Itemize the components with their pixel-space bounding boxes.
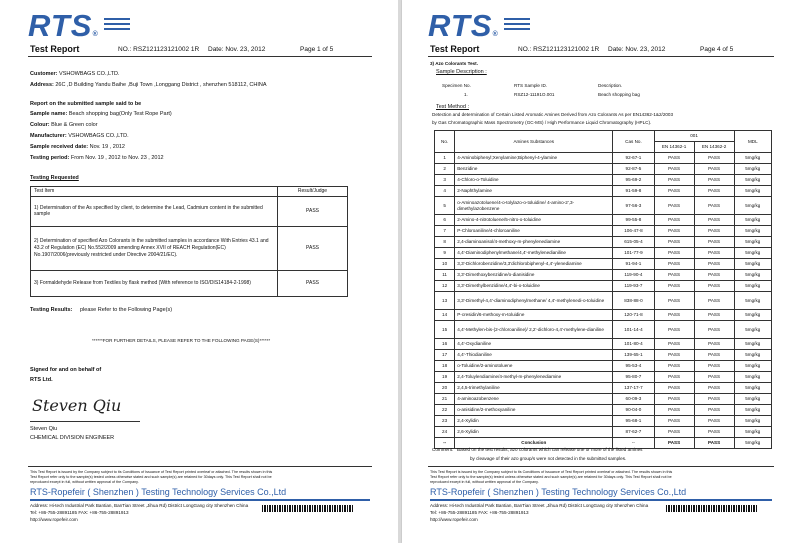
footer-web: http://www.ropefeir.com	[430, 517, 478, 522]
method-line-1: Detection and determination of Certain Listed Aromatic Amines Derived from Azo Colorants As per EN14362-1&2/2003	[432, 112, 674, 117]
table-row	[435, 226, 772, 237]
footer-address: Address: Hi-tech Industrial Park Bantian, BanTian Street ,Jihua Rd) District LongGang city Shenzhen China	[430, 503, 649, 508]
signer-name: Steven Qiu	[30, 426, 58, 432]
comment-line-2: by cleavage of their azo group/s were not detected in the submitted samples.	[470, 456, 627, 461]
amine-name: o-Toluidine/2-aminotoluene	[455, 361, 613, 372]
mdl-value: 5mg/kg	[734, 175, 771, 186]
result-en14362-1: PASS	[654, 292, 694, 310]
result-en14362-2: PASS	[694, 215, 734, 226]
colour-value: Blue & Green color	[51, 122, 98, 128]
col-cas: Cas No.	[613, 131, 654, 153]
result-en14362-2: PASS	[694, 372, 734, 383]
signed-behalf: Signed for and on behalf of	[30, 367, 102, 373]
comment-label: Comment:	[432, 447, 454, 452]
mdl-value: 5mg/kg	[734, 226, 771, 237]
cas-number: 95-69-2	[613, 175, 654, 186]
amine-name: 2,4,5-trimethylaniline	[455, 383, 613, 394]
amine-name: 2,4-Toluylendiamine/4-methyl-m-phenylenediamine	[455, 372, 613, 383]
results-label: Testing Results:	[30, 307, 73, 313]
period-label: Testing period:	[30, 155, 70, 161]
description: Beach shopping bag	[598, 92, 640, 97]
row-number: 19	[435, 372, 455, 383]
result-en14362-1: PASS	[654, 427, 694, 438]
amine-name: 2,6-Xylidin	[455, 427, 613, 438]
result-en14362-2: PASS	[694, 164, 734, 175]
result-en14362-2: PASS	[694, 427, 734, 438]
mdl-value: 5mg/kg	[734, 427, 771, 438]
comment-line-1: Based on the test results, azo colorants which can release one or more of the listed amines	[457, 447, 643, 452]
row-number: 2	[435, 164, 455, 175]
result-en14362-1: PASS	[654, 383, 694, 394]
amine-name: 3,3'-Dimethyl-4,4'-diaminodiphenylmethane/ 4,4'-methylenedi-o-toluidine	[455, 292, 613, 310]
customer-value: VSHOWBAGS CO.,LTD.	[59, 71, 120, 77]
row-number: 11	[435, 270, 455, 281]
disclaimer-line-1: This Test Report is issued by the Company subject to its Conditions of Issuance of Test Report printed overleaf or attached. The results shown in this	[30, 470, 273, 474]
result-en14362-2: PASS	[694, 153, 734, 164]
result-en14362-2: PASS	[694, 259, 734, 270]
amine-name: 2,4-Xylidin	[455, 416, 613, 427]
cas-number: 92-87-5	[613, 164, 654, 175]
col-en14362-2: EN 14362-2	[694, 142, 734, 153]
result-en14362-1: PASS	[654, 270, 694, 281]
row-number: 7	[435, 226, 455, 237]
result-en14362-1: PASS	[654, 310, 694, 321]
row-number: 8	[435, 237, 455, 248]
cas-number: 106-47-8	[613, 226, 654, 237]
row-number: 4	[435, 186, 455, 197]
result-en14362-2: PASS	[694, 310, 734, 321]
mdl-value: 5mg/kg	[734, 372, 771, 383]
cas-number: 139-65-1	[613, 350, 654, 361]
result-en14362-2: PASS	[694, 281, 734, 292]
result-en14362-2: PASS	[694, 383, 734, 394]
result-en14362-2: PASS	[694, 339, 734, 350]
conclusion-result-2: PASS	[694, 438, 734, 449]
result-en14362-1: PASS	[654, 372, 694, 383]
result-en14362-1: PASS	[654, 248, 694, 259]
table-row	[435, 416, 772, 427]
amine-name: 2-Naphthylamine	[455, 186, 613, 197]
received-value: Nov. 19 , 2012	[89, 144, 125, 150]
row-number: 20	[435, 383, 455, 394]
result-2: PASS	[278, 226, 348, 270]
row-number: 5	[435, 197, 455, 215]
result-en14362-1: PASS	[654, 164, 694, 175]
row-number: 23	[435, 416, 455, 427]
colour-label: Colour:	[30, 122, 50, 128]
mdl-value: 5mg/kg	[734, 215, 771, 226]
col-en14362-1: EN 14362-1	[654, 142, 694, 153]
table-row	[435, 215, 772, 226]
mdl-value: 5mg/kg	[734, 248, 771, 259]
report-title: Test Report	[30, 44, 80, 54]
mdl-value: 5mg/kg	[734, 164, 771, 175]
cas-number: 91-59-8	[613, 186, 654, 197]
conclusion-no: --	[435, 438, 455, 449]
amine-name: 4,4'-Thiodianiline	[455, 350, 613, 361]
mdl-value: 5mg/kg	[734, 281, 771, 292]
footer-rule	[428, 466, 774, 467]
page-number: Page 1 of 5	[300, 46, 334, 53]
header-rule	[428, 56, 774, 57]
result-en14362-1: PASS	[654, 350, 694, 361]
mdl-value: 5mg/kg	[734, 197, 771, 215]
mdl-value: 5mg/kg	[734, 350, 771, 361]
requested-table	[30, 186, 348, 297]
table-row	[435, 186, 772, 197]
signer-title: CHEMICAL DIVISION ENGINEER	[30, 435, 115, 441]
table-row	[435, 350, 772, 361]
col-mdl: MDL	[734, 131, 771, 153]
result-en14362-1: PASS	[654, 197, 694, 215]
test-item-1: 1) Determination of the As specified by client, to determine the Lead, Cadmium content in the submitted sample	[31, 196, 278, 226]
logo-stripes	[504, 18, 530, 33]
disclaimer-line-2: Test Report refer only to the sample(s) tested unless otherwise stated and such sample(s) are retained for 30days only. This Test Report shall not be	[30, 474, 272, 479]
result-en14362-2: PASS	[694, 405, 734, 416]
table-row	[435, 361, 772, 372]
result-en14362-2: PASS	[694, 361, 734, 372]
sample-description-label: Sample Description :	[436, 69, 487, 75]
amine-name: 3,3'-Dimethoxybenzidine/o-dianisidine	[455, 270, 613, 281]
conclusion-mdl: 5mg/kg	[734, 438, 771, 449]
cas-number: 97-56-3	[613, 197, 654, 215]
mdl-value: 5mg/kg	[734, 259, 771, 270]
result-en14362-2: PASS	[694, 197, 734, 215]
disclaimer-line-2: Test Report refer only to the sample(s) tested unless otherwise stated and such sample(s) are retained for 30days only. This Test Report shall not be	[430, 474, 672, 479]
row-number: 9	[435, 248, 455, 259]
mdl-value: 5mg/kg	[734, 310, 771, 321]
footer-bar	[30, 499, 370, 501]
conclusion-label: Conclusion	[455, 438, 613, 449]
row-number: 12	[435, 281, 455, 292]
result-en14362-2: PASS	[694, 175, 734, 186]
cas-number: 95-68-1	[613, 416, 654, 427]
cas-number: 101-77-9	[613, 248, 654, 259]
logo-stripes	[104, 18, 130, 33]
amine-name: o-anisidine/2-methoxyaniline	[455, 405, 613, 416]
signed-company: RTS Ltd.	[30, 377, 53, 383]
result-en14362-1: PASS	[654, 394, 694, 405]
table-row	[435, 383, 772, 394]
manufacturer-value: VSHOWBAGS CO.,LTD.	[68, 133, 129, 139]
submitted-heading: Report on the submitted sample said to be	[30, 101, 142, 107]
received-label: Sample received date:	[30, 144, 89, 150]
cas-number: 137-17-7	[613, 383, 654, 394]
cas-number: 99-55-8	[613, 215, 654, 226]
header-rule	[28, 56, 372, 57]
row-number: 10	[435, 259, 455, 270]
amine-name: 3,3'-Dimethylbenzidine/4,4'-bi-o-toluidine	[455, 281, 613, 292]
col-test-item: Test Item	[31, 187, 278, 197]
cas-number: 87-62-7	[613, 427, 654, 438]
amine-name: 2,4-diaminoanisol/4-methoxy-m-phenylenediamine	[455, 237, 613, 248]
table-row	[435, 270, 772, 281]
test-item-2: 2) Determination of specified Azo Colorants in the submitted samples in accordance With Entries 43.1 and 43.2 of Regulation (EC) No.552/2009 amending Annex XVII of REACH Regulation(EC) No.1907/2006(previously restricted under Directive 2004/21/EC).	[31, 226, 278, 270]
row-number: 15	[435, 321, 455, 339]
results-text: please Refer to the Following Page(s)	[80, 307, 173, 313]
requested-heading: Testing Requested	[30, 175, 79, 181]
mdl-value: 5mg/kg	[734, 237, 771, 248]
table-row	[435, 197, 772, 215]
cas-number: 119-93-7	[613, 281, 654, 292]
row-number: 18	[435, 361, 455, 372]
cas-number: 95-80-7	[613, 372, 654, 383]
conclusion-result-1: PASS	[654, 438, 694, 449]
signature: Steven Qiu	[32, 396, 122, 415]
mdl-value: 5mg/kg	[734, 339, 771, 350]
result-en14362-2: PASS	[694, 248, 734, 259]
footer-web: http://www.ropefeir.com	[30, 517, 78, 522]
further-details: ******FOR FURTHER DETAILS, PLEASE REFER TO THE FOLLOWING PAGE(S)******	[92, 338, 271, 343]
amine-name: 4,4'-Diaminodiphenylmethane/4,4'-methylenedianiline	[455, 248, 613, 259]
result-en14362-1: PASS	[654, 339, 694, 350]
result-en14362-1: PASS	[654, 405, 694, 416]
amine-name: o-Aminoazotoluene/4-o-tolylazo-o-toluidine/ 4-amino-2',3-dimethylazobenzene	[455, 197, 613, 215]
row-number: 21	[435, 394, 455, 405]
cas-number: 60-09-3	[613, 394, 654, 405]
table-row	[435, 394, 772, 405]
cas-number: 120-71-8	[613, 310, 654, 321]
table-row	[435, 237, 772, 248]
result-en14362-1: PASS	[654, 321, 694, 339]
cas-number: 91-94-1	[613, 259, 654, 270]
mdl-value: 5mg/kg	[734, 153, 771, 164]
mdl-value: 5mg/kg	[734, 383, 771, 394]
cas-number: 615-05-4	[613, 237, 654, 248]
result-en14362-1: PASS	[654, 281, 694, 292]
manufacturer-label: Manufacturer:	[30, 133, 67, 139]
amine-name: P-Chloroaniline/4-chloroaniline	[455, 226, 613, 237]
amine-name: 4-Chloro-o-Toluidine	[455, 175, 613, 186]
barcode	[666, 505, 758, 512]
result-en14362-1: PASS	[654, 416, 694, 427]
result-en14362-1: PASS	[654, 361, 694, 372]
mdl-value: 5mg/kg	[734, 270, 771, 281]
mdl-value: 5mg/kg	[734, 186, 771, 197]
amine-name: 4-aminoazobenzene	[455, 394, 613, 405]
result-en14362-1: PASS	[654, 153, 694, 164]
rts-id-label: RTS Sample ID.	[514, 83, 548, 88]
row-number: 1	[435, 153, 455, 164]
test-method-label: Test Method :	[436, 104, 470, 110]
cas-number: 119-90-4	[613, 270, 654, 281]
page-number: Page 4 of 5	[700, 46, 734, 53]
result-3: PASS	[278, 270, 348, 296]
cas-number: 838-88-0	[613, 292, 654, 310]
signature-rule	[30, 421, 140, 422]
result-en14362-2: PASS	[694, 292, 734, 310]
disclaimer-line-1: This Test Report is issued by the Company subject to its Conditions of Issuance of Test Report printed overleaf or attached. The results shown in this	[430, 470, 673, 474]
table-row	[435, 259, 772, 270]
result-en14362-1: PASS	[654, 226, 694, 237]
disclaimer-line-3: reproduced except in full, without written approval of the Company.	[30, 479, 139, 484]
row-number: 24	[435, 427, 455, 438]
period-value: From Nov. 19 , 2012 to Nov. 23 , 2012	[70, 155, 164, 161]
mdl-value: 5mg/kg	[734, 321, 771, 339]
col-001: 001	[654, 131, 734, 142]
footer-phone: Tel: +86-755-28891185 FAX: +86-755-28891913	[30, 510, 129, 515]
table-row	[435, 405, 772, 416]
method-line-2: by Gas Chromatographic Mass Spectrometry (GC-MS) / High Performance Liquid Chromatography (HPLC).	[432, 120, 652, 125]
row-number: 3	[435, 175, 455, 186]
table-row	[435, 427, 772, 438]
footer-rule	[28, 466, 372, 467]
rts-id: RSZ12-11191O.001	[514, 92, 555, 97]
amine-name: 4,4'-Methylen-bis-(2-chloroaniline)/ 2,2'-dichloro-4,4'-methylene-dianiline	[455, 321, 613, 339]
report-page-1	[0, 0, 398, 543]
specimen-no: 1.	[464, 92, 468, 97]
result-en14362-2: PASS	[694, 321, 734, 339]
col-amines: Amines Substances	[455, 131, 613, 153]
address-label: Address:	[30, 82, 54, 88]
rts-logo: RTS®	[28, 8, 99, 43]
mdl-value: 5mg/kg	[734, 292, 771, 310]
test-item-3: 3) Formaldehyde Release from Textiles by flask method (With reference to ISO/DIS14184-2-1998)	[31, 270, 278, 296]
col-result: Result/Judge	[278, 187, 348, 197]
report-date: Date: Nov. 23, 2012	[608, 46, 666, 53]
footer-company: RTS-Ropefeir ( Shenzhen ) Testing Technology Services Co.,Ltd	[430, 487, 687, 497]
report-page-4	[402, 0, 800, 543]
report-title: Test Report	[430, 44, 480, 54]
table-row	[435, 372, 772, 383]
result-en14362-1: PASS	[654, 259, 694, 270]
table-row	[435, 153, 772, 164]
cas-number: 90-04-0	[613, 405, 654, 416]
mdl-value: 5mg/kg	[734, 361, 771, 372]
sample-name-value: Beach shopping bag(Only Test Rope Part)	[68, 111, 172, 117]
mdl-value: 5mg/kg	[734, 416, 771, 427]
result-en14362-1: PASS	[654, 237, 694, 248]
footer-company: RTS-Ropefeir ( Shenzhen ) Testing Technology Services Co.,Ltd	[30, 487, 287, 497]
amine-name: 4,4'-Oxydianiline	[455, 339, 613, 350]
customer-label: Customer:	[30, 71, 58, 77]
mdl-value: 5mg/kg	[734, 394, 771, 405]
table-row	[435, 164, 772, 175]
table-row	[435, 281, 772, 292]
col-no: No.	[435, 131, 455, 153]
disclaimer-line-3: reproduced except in full, without written approval of the Company.	[430, 479, 539, 484]
row-number: 13	[435, 292, 455, 310]
specimen-no-label: Specimen No.	[442, 83, 471, 88]
report-number: NO.: RSZ121123121002 1R	[518, 46, 600, 53]
amine-name: P-cresidin/6-methoxy-m-toluidine	[455, 310, 613, 321]
amine-rows	[435, 153, 772, 438]
sample-name-label: Sample name:	[30, 111, 68, 117]
row-number: 17	[435, 350, 455, 361]
conclusion-cas: --	[613, 438, 654, 449]
amine-name: 3,3'-Dichlorobenzidine/3,3'dichlorobiphenyl-4,4'-ylenediamine	[455, 259, 613, 270]
row-number: 14	[435, 310, 455, 321]
result-en14362-2: PASS	[694, 416, 734, 427]
section-title: 3) Azo Colorants Test.	[430, 61, 478, 66]
result-en14362-2: PASS	[694, 237, 734, 248]
amine-name: 2-Amino-4-nitrotoluene/5-nitro-o-toluidine	[455, 215, 613, 226]
azo-results-table	[434, 130, 772, 449]
report-number: NO.: RSZ121123121002 1R	[118, 46, 200, 53]
row-number: 16	[435, 339, 455, 350]
footer-bar	[430, 499, 772, 501]
amine-name: 4-Aminobiphenyl;Xenylamine;Biphenyl-4-ylamine	[455, 153, 613, 164]
row-number: 6	[435, 215, 455, 226]
table-row	[435, 321, 772, 339]
description-label: Description.	[598, 83, 623, 88]
result-en14362-1: PASS	[654, 175, 694, 186]
result-en14362-1: PASS	[654, 215, 694, 226]
result-en14362-1: PASS	[654, 186, 694, 197]
table-row	[435, 310, 772, 321]
table-row	[435, 292, 772, 310]
footer-address: Address: Hi-tech Industrial Park Bantian, BanTian Street ,Jihua Rd) District LongGang city Shenzhen China	[30, 503, 249, 508]
cas-number: 92-67-1	[613, 153, 654, 164]
result-1: PASS	[278, 196, 348, 226]
table-row	[435, 248, 772, 259]
cas-number: 101-14-4	[613, 321, 654, 339]
mdl-value: 5mg/kg	[734, 405, 771, 416]
report-date: Date: Nov. 23, 2012	[208, 46, 266, 53]
address-value: 26C ,D Building Yandu Baihe ,Buji Town ,Longgang District , shenzhen 518112, CHINA	[55, 82, 267, 88]
barcode	[262, 505, 354, 512]
cas-number: 95-53-4	[613, 361, 654, 372]
result-en14362-2: PASS	[694, 394, 734, 405]
table-row	[435, 339, 772, 350]
amine-name: Benzidine	[455, 164, 613, 175]
result-en14362-2: PASS	[694, 226, 734, 237]
rts-logo: RTS®	[428, 8, 499, 43]
result-en14362-2: PASS	[694, 270, 734, 281]
row-number: 22	[435, 405, 455, 416]
result-en14362-2: PASS	[694, 186, 734, 197]
result-en14362-2: PASS	[694, 350, 734, 361]
footer-phone: Tel: +86-755-28891185 FAX: +86-755-28891913	[430, 510, 529, 515]
cas-number: 101-80-4	[613, 339, 654, 350]
table-row	[435, 175, 772, 186]
